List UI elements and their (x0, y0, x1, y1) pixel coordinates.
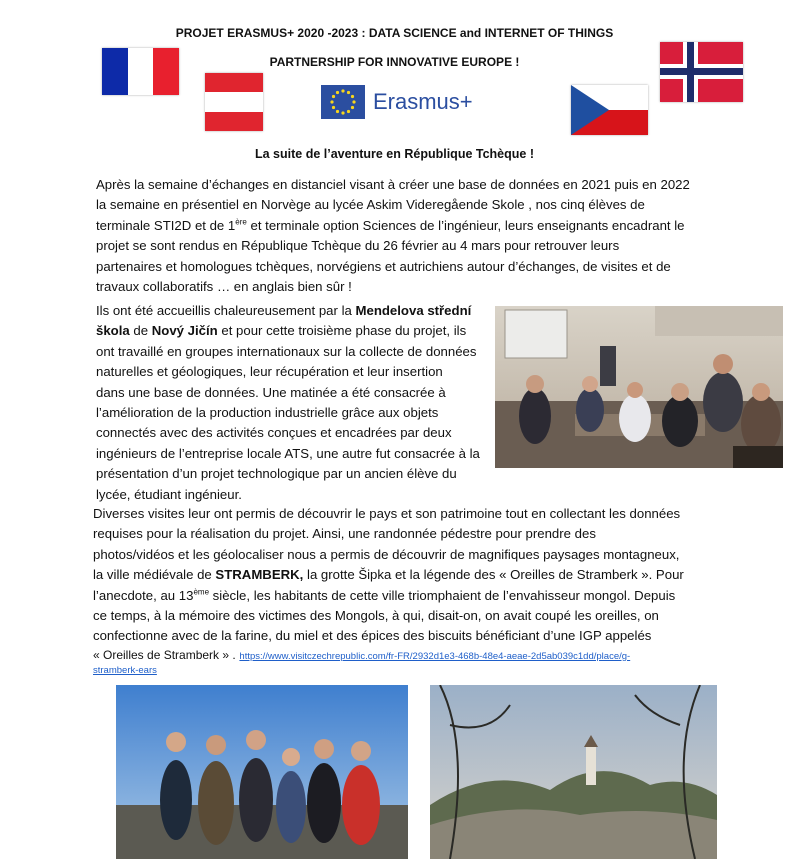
text-line: Ils ont été accueillis chaleureusement par la Mendelova střední (96, 303, 472, 318)
text-line (93, 663, 783, 677)
text-line: naturelles et géologiques, leur récupération et leur insertion (96, 364, 443, 380)
erasmus-logo-text: Erasmus+ (373, 89, 473, 114)
stramberk-town-photo (430, 685, 717, 859)
text-line: terminale STI2D et de 1ère et terminale option Sciences de l’ingénieur, leurs enseignants encadrant le (96, 217, 685, 233)
czech-flag (571, 85, 648, 135)
text-line: présentation d’un projet technologique par un ancien élève du (96, 466, 457, 482)
norway-flag (660, 42, 743, 102)
text-line: partenaires et homologues tchèques, norvégiens et autrichiens autour d’échanges, de visites et de (96, 258, 671, 274)
france-flag (102, 48, 179, 95)
text-line: dans une base de données. Une matinée a été consacrée à (96, 384, 446, 400)
text-line: ingénieurs de l’entreprise locale ATS, une autre fut consacrée à la (96, 445, 480, 461)
text-line: projet se sont rendus en République Tchèque du 26 février au 4 mars pour retrouver leurs (96, 238, 620, 254)
visits-paragraph (93, 504, 783, 677)
text-line: lycée, étudiant ingénieur. (96, 486, 242, 502)
text-line: travaux collaboratifs … en anglais bien sûr ! (96, 279, 352, 295)
text-line: Diverses visites leur ont permis de découvrir le pays et son patrimoine tout en collectant les données (93, 506, 681, 521)
text-line: connectés avec des activités conçues et encadrées par deux (96, 425, 452, 441)
austria-flag (205, 73, 263, 131)
text-line: la ville médiévale de STRAMBERK, la grotte Šipka et la légende des « Oreilles de Stramberk ». Pour (93, 567, 684, 583)
stramberk-ears-link[interactable]: https://www.visitczechrepublic.com/fr-FR/2932d1e3-468b-48e4-aeae-2d5ab039c1dd/place/g- (239, 650, 631, 662)
text-line: Après la semaine d’échanges en distanciel visant à créer une base de données en 2021 puis en 2022 (96, 177, 690, 192)
text-line: škola de Nový Jičín et pour cette troisième phase du projet, ils (96, 323, 467, 339)
text-line: la semaine en présentiel en Norvège au lycée Askim Videregående Skole , nos cinq élèves de (96, 197, 645, 213)
text-line: confectionne avec de la farine, du miel et des épices des biscuits bénéficiant d’une IGP appelés (93, 628, 652, 644)
section-heading: La suite de l’aventure en République Tchèque ! (255, 147, 534, 161)
stramberk-ears-link-continued[interactable]: stramberk-ears (93, 664, 157, 676)
group-photo (116, 685, 408, 859)
text-line: photos/vidéos et les géolocaliser nous a permis de découvrir de magnifiques paysages montagneux, (93, 546, 680, 562)
text-line: l’anecdote, au 13ème siècle, les habitants de cette ville triomphaient de l’envahisseur mongol. Depuis (93, 587, 676, 603)
school-paragraph (96, 301, 491, 505)
document-subtitle: PARTNERSHIP FOR INNOVATIVE EUROPE ! (269, 55, 520, 69)
text-line: ce temps, à la mémoire des victimes des Mongols, à qui, disait-on, on avait coupé les oreilles, on (93, 608, 659, 624)
intro-paragraph (96, 175, 776, 297)
document-title: PROJET ERASMUS+ 2020 -2023 : DATA SCIENCE and INTERNET OF THINGS (175, 26, 614, 40)
eu-flag-icon (321, 85, 365, 119)
erasmus-logo (321, 85, 483, 121)
classroom-photo (495, 306, 783, 468)
text-line: l’amélioration de la production industrielle grâce aux objets (96, 405, 439, 421)
text-line: ont travaillé en groupes internationaux sur la collecte de données (96, 343, 477, 359)
text-line: requises pour la réalisation du projet. Ainsi, une randonnée pédestre pour prendre des (93, 526, 596, 542)
text-line: « Oreilles de Stramberk » . https://www.visitczechrepublic.com/fr-FR/2932d1e3-468b-48e4-aeae-2d5ab039c1dd/place/g- (93, 647, 631, 662)
